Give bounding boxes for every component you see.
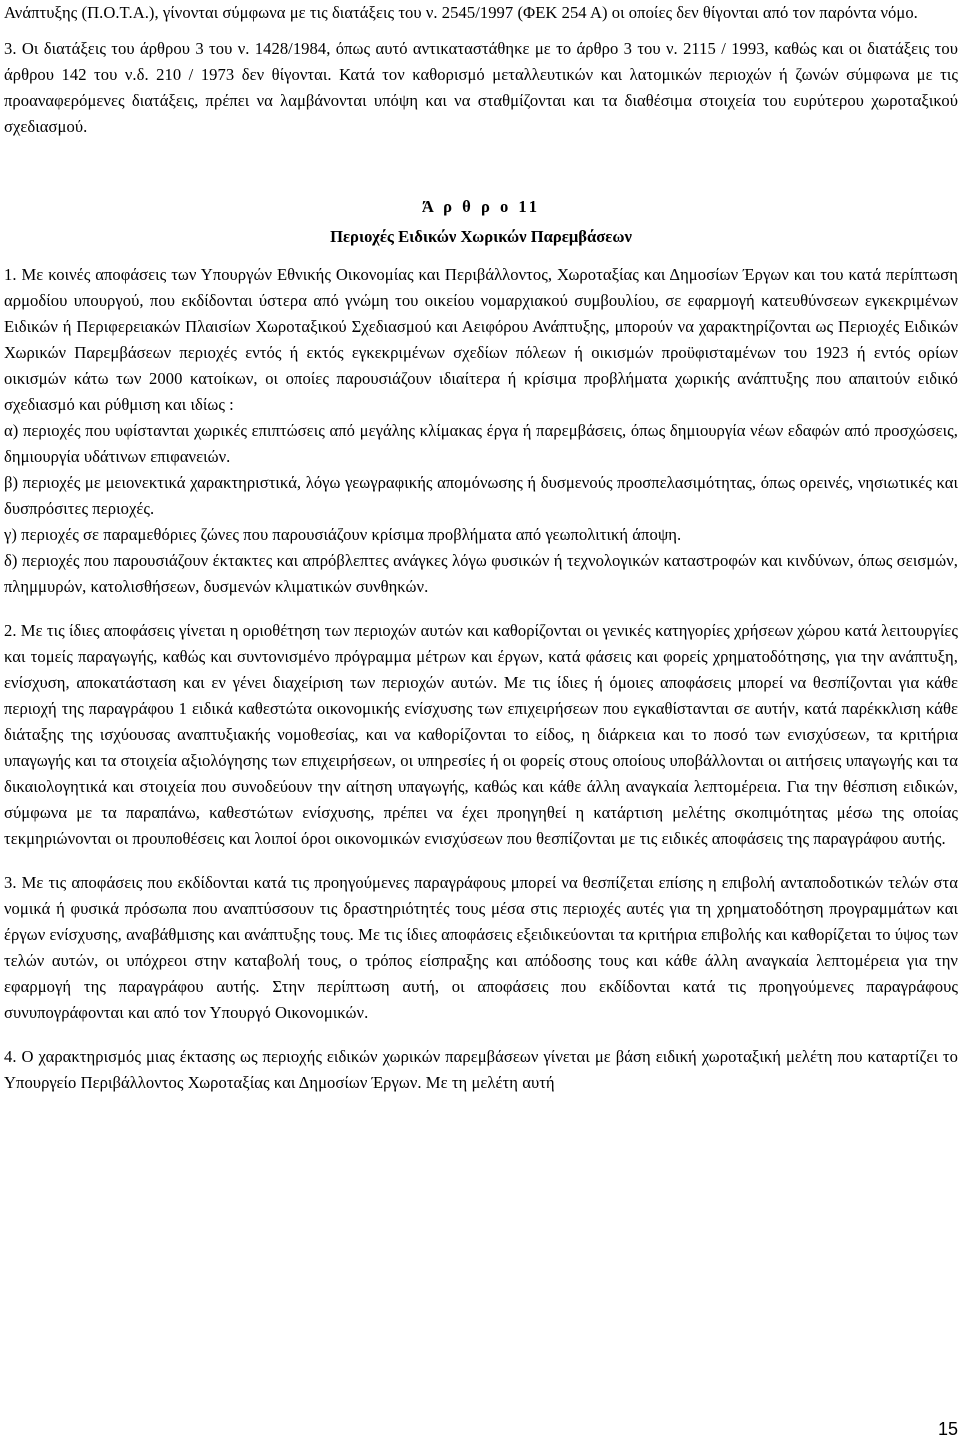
paragraph-3-previous-article: 3. Οι διατάξεις του άρθρου 3 του ν. 1428/1984, όπως αυτό αντικαταστάθηκε με το άρθρο 3 του ν. 2115 / 1993, καθώς και οι διατάξεις του άρθρου 142 του ν.δ. 210 / 1973 δεν θίγονται. Κατά τον καθορισμό μεταλλευτικών και λατομικών περιοχών ή ζωνών σύμφωνα με τις προαναφερόμενες διατάξεις, πρέπει να λαμβάνονται υπόψη και να σταθμίζονται και τα διαθέσιμα στοιχεία του ευρύτερου χωροταξικού σχεδιασμού. — [4, 39, 958, 136]
spacer — [4, 252, 958, 262]
paragraph-2: 2. Με τις ίδιες αποφάσεις γίνεται η οριοθέτηση των περιοχών αυτών και καθορίζονται οι γενικές κατηγορίες χρήσεων χώρου κατά λειτουργίες και τομείς παραγωγής, καθώς και συντονισμένο πρόγραμμα μέτρων και έργων, κατά φάσεις και φορείς χρηματοδότησης, για την ανάπτυξη, ενίσχυση, αποκατάσταση και εν γένει διαχείριση των περιοχών αυτών. Με τις ίδιες ή όμοιες αποφάσεις μπορεί να θεσπίζονται για κάθε περιοχή της παραγράφου 1 ειδικά καθεστώτα οικονομικής ενίσχυσης των επιχειρήσεων που εγκαθίστανται σε αυτήν, κατά παρέκκλιση κάθε διάταξης της ισχύουσας αναπτυξιακής νομοθεσίας, και να καθορίζονται το είδος, η διάρκεια και το ποσό των ενισχύσεων, τα κριτήρια υπαγωγής και τα στοιχεία αξιολόγησης των επιχειρήσεων, οι υπηρεσίες ή οι φορείς στους οποίους υποβάλλονται οι αιτήσεις υπαγωγής και τα δικαιολογητικά και στοιχεία που συνοδεύουν την αίτηση υπαγωγής, καθώς και κάθε άλλη αναγκαία λεπτομέρεια. Για την θέσπιση ειδικών, σύμφωνα με τα παραπάνω, καθεστώτων ενίσχυσης, πρέπει να έχει προηγηθεί η κατάρτιση μελέτης σκοπιμότητας μέσω της οποίας τεκμηριώνονται οι προυποθέσεις και λοιποί όροι οικονομικών ενισχύσεων που θεσπίζονται με τις ειδικές αποφάσεις της παραγράφου αυτής. — [4, 621, 958, 848]
paragraph-1: 1. Με κοινές αποφάσεις των Υπουργών Εθνικής Οικονομίας και Περιβάλλοντος, Χωροταξίας και Δημοσίων Έργων και του κατά περίπτωση αρμοδίου υπουργού, που εκδίδονται ύστερα από γνώμη του οικείου νομαρχιακού συμβουλίου, σε εφαρμογή κατευθύνσεων εγκεκριμένων Ειδικών ή Περιφερειακών Πλαισίων Χωροταξικού Σχεδιασμού και Αειφόρου Ανάπτυξης, μπορούν να χαρακτηρίζονται ως Περιοχές Ειδικών Χωρικών Παρεμβάσεων περιοχές εντός ή εκτός εγκεκριμένων σχεδίων πόλεων ή οικισμών προϋφισταμένων του 1923 ή εντός ορίων οικισμών κάτω των 2000 κατοίκων, οι οποίες παρουσιάζουν ιδιαίτερα ή κρίσιμα προβλήματα χωρικής ανάπτυξης που απαιτούν ειδικό σχεδιασμό και ρύθμιση και ιδίως : — [4, 265, 958, 414]
spacer — [4, 600, 958, 618]
spacer — [4, 140, 958, 192]
item-b: β) περιοχές με μειονεκτικά χαρακτηριστικά, λόγω γεωγραφικής απομόνωσης ή δυσμενούς προσπελασιμότητας, όπως ορεινές, νησιωτικές και δυσπρόσιτες περιοχές. — [4, 473, 958, 518]
article-subtitle: Περιοχές Ειδικών Χωρικών Παρεμβάσεων — [330, 227, 632, 246]
spacer — [4, 852, 958, 870]
item-a: α) περιοχές που υφίστανται χωρικές επιπτώσεις από μεγάλης κλίμακας έργα ή παρεμβάσεις, όπως δημιουργία νέων εδαφών από προσχώσεις, δημιουργία υδάτινων επιφανειών. — [4, 421, 958, 466]
document-page — [4, 0, 958, 1096]
paragraph-3: 3. Με τις αποφάσεις που εκδίδονται κατά τις προηγούμενες παραγράφους μπορεί να θεσπίζεται επίσης η επιβολή ανταποδοτικών τελών στα νομικά ή φυσικά πρόσωπα που αναπτύσσουν τις δραστηριότητές τους μέσα στις περιοχές αυτές για τη χρηματοδότηση προγραμμάτων και έργων ενίσχυσης, αναβάθμισης και ανάπτυξης τους. Με τις ίδιες αποφάσεις εξειδικεύονται τα κριτήρια επιβολής και καθορίζεται το ύψος των τελών αυτών, οι υπόχρεοι στην καταβολή τους, ο τρόπος είσπραξης και απόδοσης τους και κάθε άλλη αναγκαία λεπτομέρεια για την εφαρμογή της παραγράφου αυτής. Στην περίπτωση αυτή, οι αποφάσεις που εκδίδονται κατά τις προηγούμενες παραγράφους συνυπογράφονται και από τον Υπουργό Οικονομικών. — [4, 873, 958, 1022]
spacer — [4, 1026, 958, 1044]
spacer — [4, 26, 958, 36]
intro-continuation: Ανάπτυξης (Π.Ο.Τ.Α.), γίνονται σύμφωνα με τις διατάξεις του ν. 2545/1997 (ΦΕΚ 254 Α) οι οποίες δεν θίγονται από τον παρόντα νόμο. — [4, 3, 918, 22]
paragraph-4: 4. Ο χαρακτηρισμός μιας έκτασης ως περιοχής ειδικών χωρικών παρεμβάσεων γίνεται με βάση ειδική χωροταξική μελέτη που καταρτίζει το Υπουργείο Περιβάλλοντος Χωροταξίας και Δημοσίων Έργων. Με τη μελέτη αυτή — [4, 1047, 958, 1092]
item-c: γ) περιοχές σε παραμεθόριες ζώνες που παρουσιάζουν κρίσιμα προβλήματα από γεωπολιτική άποψη. — [4, 525, 682, 544]
page-number: 15 — [937, 1419, 958, 1439]
article-title: Ά ρ θ ρ ο 11 — [421, 197, 541, 216]
item-d: δ) περιοχές που παρουσιάζουν έκτακτες και απρόβλεπτες ανάγκες λόγω φυσικών ή τεχνολογικών καταστροφών και κινδύνων, όπως σεισμών, πλημμυρών, κατολισθήσεων, δυσμενών κλιματικών συνθηκών. — [4, 551, 958, 596]
